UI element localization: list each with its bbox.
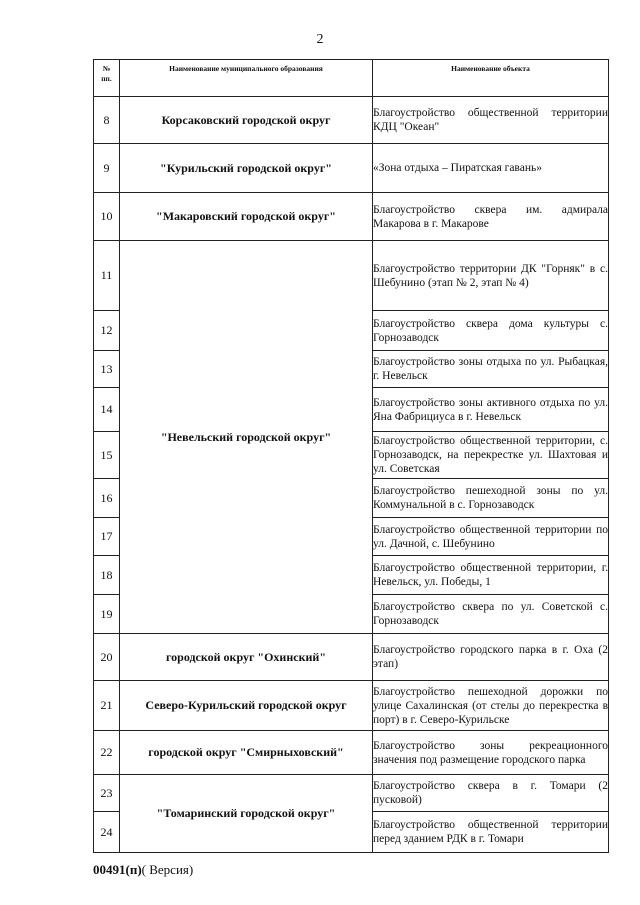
row-number: 14 bbox=[94, 388, 120, 432]
table-row bbox=[94, 775, 609, 812]
object-name: Благоустройство сквера им. адмирала Макарова в г. Макарове bbox=[373, 193, 609, 241]
table-row bbox=[94, 241, 609, 311]
row-number: 22 bbox=[94, 731, 120, 775]
document-version: ( Версия) bbox=[141, 862, 194, 877]
table-row bbox=[94, 681, 609, 731]
object-name: Благоустройство сквера в г. Томари (2 пусковой) bbox=[373, 775, 609, 812]
object-name: Благоустройство общественной территории по ул. Дачной, с. Шебунино bbox=[373, 518, 609, 556]
municipality-name: Корсаковский городской округ bbox=[120, 97, 373, 144]
municipality-name: "Макаровский городской округ" bbox=[120, 193, 373, 241]
municipality-name: городской округ "Смирныховский" bbox=[120, 731, 373, 775]
object-name: Благоустройство пешеходной дорожки по улице Сахалинская (от стелы до перекрестка в порт) в г. Северо-Курильске bbox=[373, 681, 609, 731]
object-name: Благоустройство зоны активного отдыха по ул. Яна Фабрициуса в г. Невельск bbox=[373, 388, 609, 432]
row-number: 17 bbox=[94, 518, 120, 556]
row-number: 23 bbox=[94, 775, 120, 812]
object-name: Благоустройство территории ДК "Горняк" в с. Шебунино (этап № 2, этап № 4) bbox=[373, 241, 609, 311]
header-number: № пп. bbox=[94, 60, 120, 97]
row-number: 19 bbox=[94, 595, 120, 634]
municipality-name: "Невельский городской округ" bbox=[120, 241, 373, 634]
object-name: Благоустройство общественной территории, г. Невельск, ул. Победы, 1 bbox=[373, 556, 609, 595]
object-name: Благоустройство сквера по ул. Советской с. Горнозаводск bbox=[373, 595, 609, 634]
header-object: Наименование объекта bbox=[373, 60, 609, 97]
municipality-name: городской округ "Охинский" bbox=[120, 634, 373, 681]
row-number: 8 bbox=[94, 97, 120, 144]
object-name: Благоустройство пешеходной зоны по ул. Коммунальной в с. Горнозаводск bbox=[373, 479, 609, 518]
row-number: 21 bbox=[94, 681, 120, 731]
row-number: 18 bbox=[94, 556, 120, 595]
document-code: 00491(п) bbox=[93, 862, 142, 877]
row-number: 10 bbox=[94, 193, 120, 241]
document-footer bbox=[93, 862, 193, 878]
row-number: 15 bbox=[94, 432, 120, 479]
header-municipality: Наименование муниципального образования bbox=[120, 60, 373, 97]
municipality-name: "Курильский городской округ" bbox=[120, 144, 373, 193]
object-name: Благоустройство зоны рекреационного значения под размещение городского парка bbox=[373, 731, 609, 775]
object-name: Благоустройство городского парка в г. Оха (2 этап) bbox=[373, 634, 609, 681]
row-number: 16 bbox=[94, 479, 120, 518]
row-number: 24 bbox=[94, 812, 120, 853]
table-row bbox=[94, 193, 609, 241]
page-number: 2 bbox=[316, 32, 324, 47]
municipality-name: "Томаринский городской округ" bbox=[120, 775, 373, 853]
objects-table bbox=[93, 59, 609, 853]
table-row bbox=[94, 97, 609, 144]
object-name: Благоустройство сквера дома культуры с. Горнозаводск bbox=[373, 311, 609, 351]
object-name: «Зона отдыха – Пиратская гавань» bbox=[373, 144, 609, 193]
row-number: 9 bbox=[94, 144, 120, 193]
municipality-name: Северо-Курильский городской округ bbox=[120, 681, 373, 731]
table-row bbox=[94, 731, 609, 775]
table-row bbox=[94, 634, 609, 681]
object-name: Благоустройство зоны отдыха по ул. Рыбацкая, г. Невельск bbox=[373, 351, 609, 388]
table-row bbox=[94, 144, 609, 193]
row-number: 11 bbox=[94, 241, 120, 311]
object-name: Благоустройство общественной территории перед зданием РДК в г. Томари bbox=[373, 812, 609, 853]
row-number: 12 bbox=[94, 311, 120, 351]
object-name: Благоустройство общественной территории, с. Горнозаводск, на перекрестке ул. Шахтовая и ул. Советская bbox=[373, 432, 609, 479]
table-header-row bbox=[94, 60, 609, 97]
row-number: 20 bbox=[94, 634, 120, 681]
row-number: 13 bbox=[94, 351, 120, 388]
object-name: Благоустройство общественной территории КДЦ "Океан" bbox=[373, 97, 609, 144]
